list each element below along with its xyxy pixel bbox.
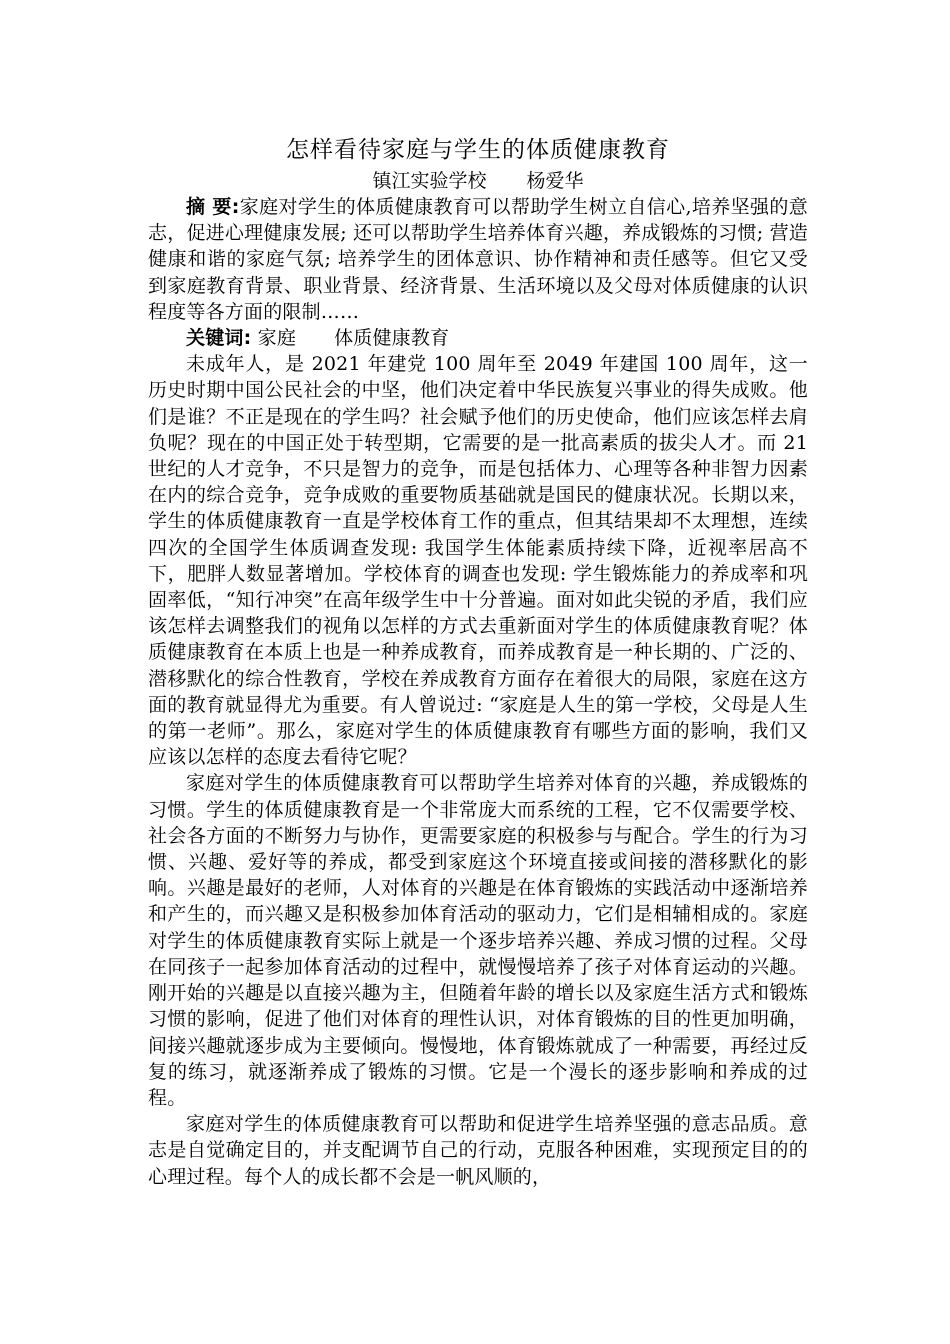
abstract [148,194,808,325]
body-paragraph-2: 家庭对学生的体质健康教育可以帮助学生培养对体育的兴趣，养成锻炼的习惯。学生的体质健康教育是一个非常庞大而系统的工程，它不仅需要学校、社会各方面的不断努力与协作，更需要家庭的积极参与与配合。学生的行为习惯、兴趣、爱好等的养成，都受到家庭这个环境直接或间接的潜移默化的影响。兴趣是最好的老师，人对体育的兴趣是在体育锻炼的实践活动中逐渐培养和产生的，而兴趣又是积极参加体育活动的驱动力，它们是相辅相成的。家庭对学生的体质健康教育实际上就是一个逐步培养兴趣、养成习惯的过程。父母在同孩子一起参加体育活动的过程中，就慢慢培养了孩子对体育运动的兴趣。刚开始的兴趣是以直接兴趣为主，但随着年龄的增长以及家庭生活方式和锻炼习惯的影响，促进了他们对体育的理性认识，对体育锻炼的目的性更加明确，间接兴趣就逐步成为主要倾向。慢慢地，体育锻炼就成了一种需要，再经过反复的练习，就逐渐养成了锻炼的习惯。它是一个漫长的逐步影响和养成的过程。 [148,772,808,1109]
abstract-label: 摘 要: [186,196,240,218]
document-title: 怎样看待家庭与学生的体质健康教育 [286,137,670,163]
body-paragraph-3: 家庭对学生的体质健康教育可以帮助和促进学生培养坚强的意志品质。意志是自觉确定目的，并支配调节自己的行动，克服各种困难，实现预定目的的心理过程。每个人的成长都不会是一帆风顺的， [148,1113,808,1188]
keyword-1: 家庭 [257,327,297,350]
author-name: 杨爱华 [526,170,584,192]
byline [148,168,808,194]
abstract-text: 家庭对学生的体质健康教育可以帮助学生树立自信心,培养坚强的意志，促进心理健康发展; 还可以帮助学生培养体育兴趣，养成锻炼的习惯; 营造健康和谐的家庭气氛; 培养学生的团体意识、协作精神和责任感等。但它又受到家庭教育背景、职业背景、经济背景、生活环境以及父母对体质健康的认识程度等各方面的限制…… [148,196,809,323]
school-name: 镇江实验学校 [372,170,487,192]
document-page [148,132,808,1190]
body-paragraph-1: 未成年人，是 2021 年建党 100 周年至 2049 年建国 100 周年，这一历史时期中国公民社会的中坚，他们决定着中华民族复兴事业的得失成败。他们是谁？不正是现在的学生吗？社会赋予他们的历史使命，他们应该怎样去肩负呢？现在的中国正处于转型期，它需要的是一批高素质的拔尖人才。而 21 世纪的人才竞争，不只是智力的竞争，而是包括体力、心理等各种非智力因素在内的综合竞争，竞争成败的重要物质基础就是国民的健康状况。长期以来，学生的体质健康教育一直是学校体育工作的重点，但其结果却不太理想，连续四次的全国学生体质调查发现: 我国学生体能素质持续下降，近视率居高不下，肥胖人数显著增加。学校体育的调查也发现: 学生锻炼能力的养成率和巩固率低，“知行冲突”在高年级学生中十分普遍。面对如此尖锐的矛盾，我们应该怎样去调整我们的视角以怎样的方式去重新面对学生的体质健康教育呢？体质健康教育在本质上也是一种养成教育，而养成教育是一种长期的、广泛的、潜移默化的综合性教育，学校在养成教育方面存在着很大的局限，家庭在这方面的教育就显得尤为重要。有人曾说过: “家庭是人生的第一学校，父母是人生的第一老师”。那么，家庭对学生的体质健康教育有哪些方面的影响，我们又应该以怎样的态度去看待它呢？ [148,353,808,769]
keywords [148,325,808,351]
keyword-2: 体质健康教育 [334,327,450,350]
keywords-label: 关键词: [186,327,252,350]
